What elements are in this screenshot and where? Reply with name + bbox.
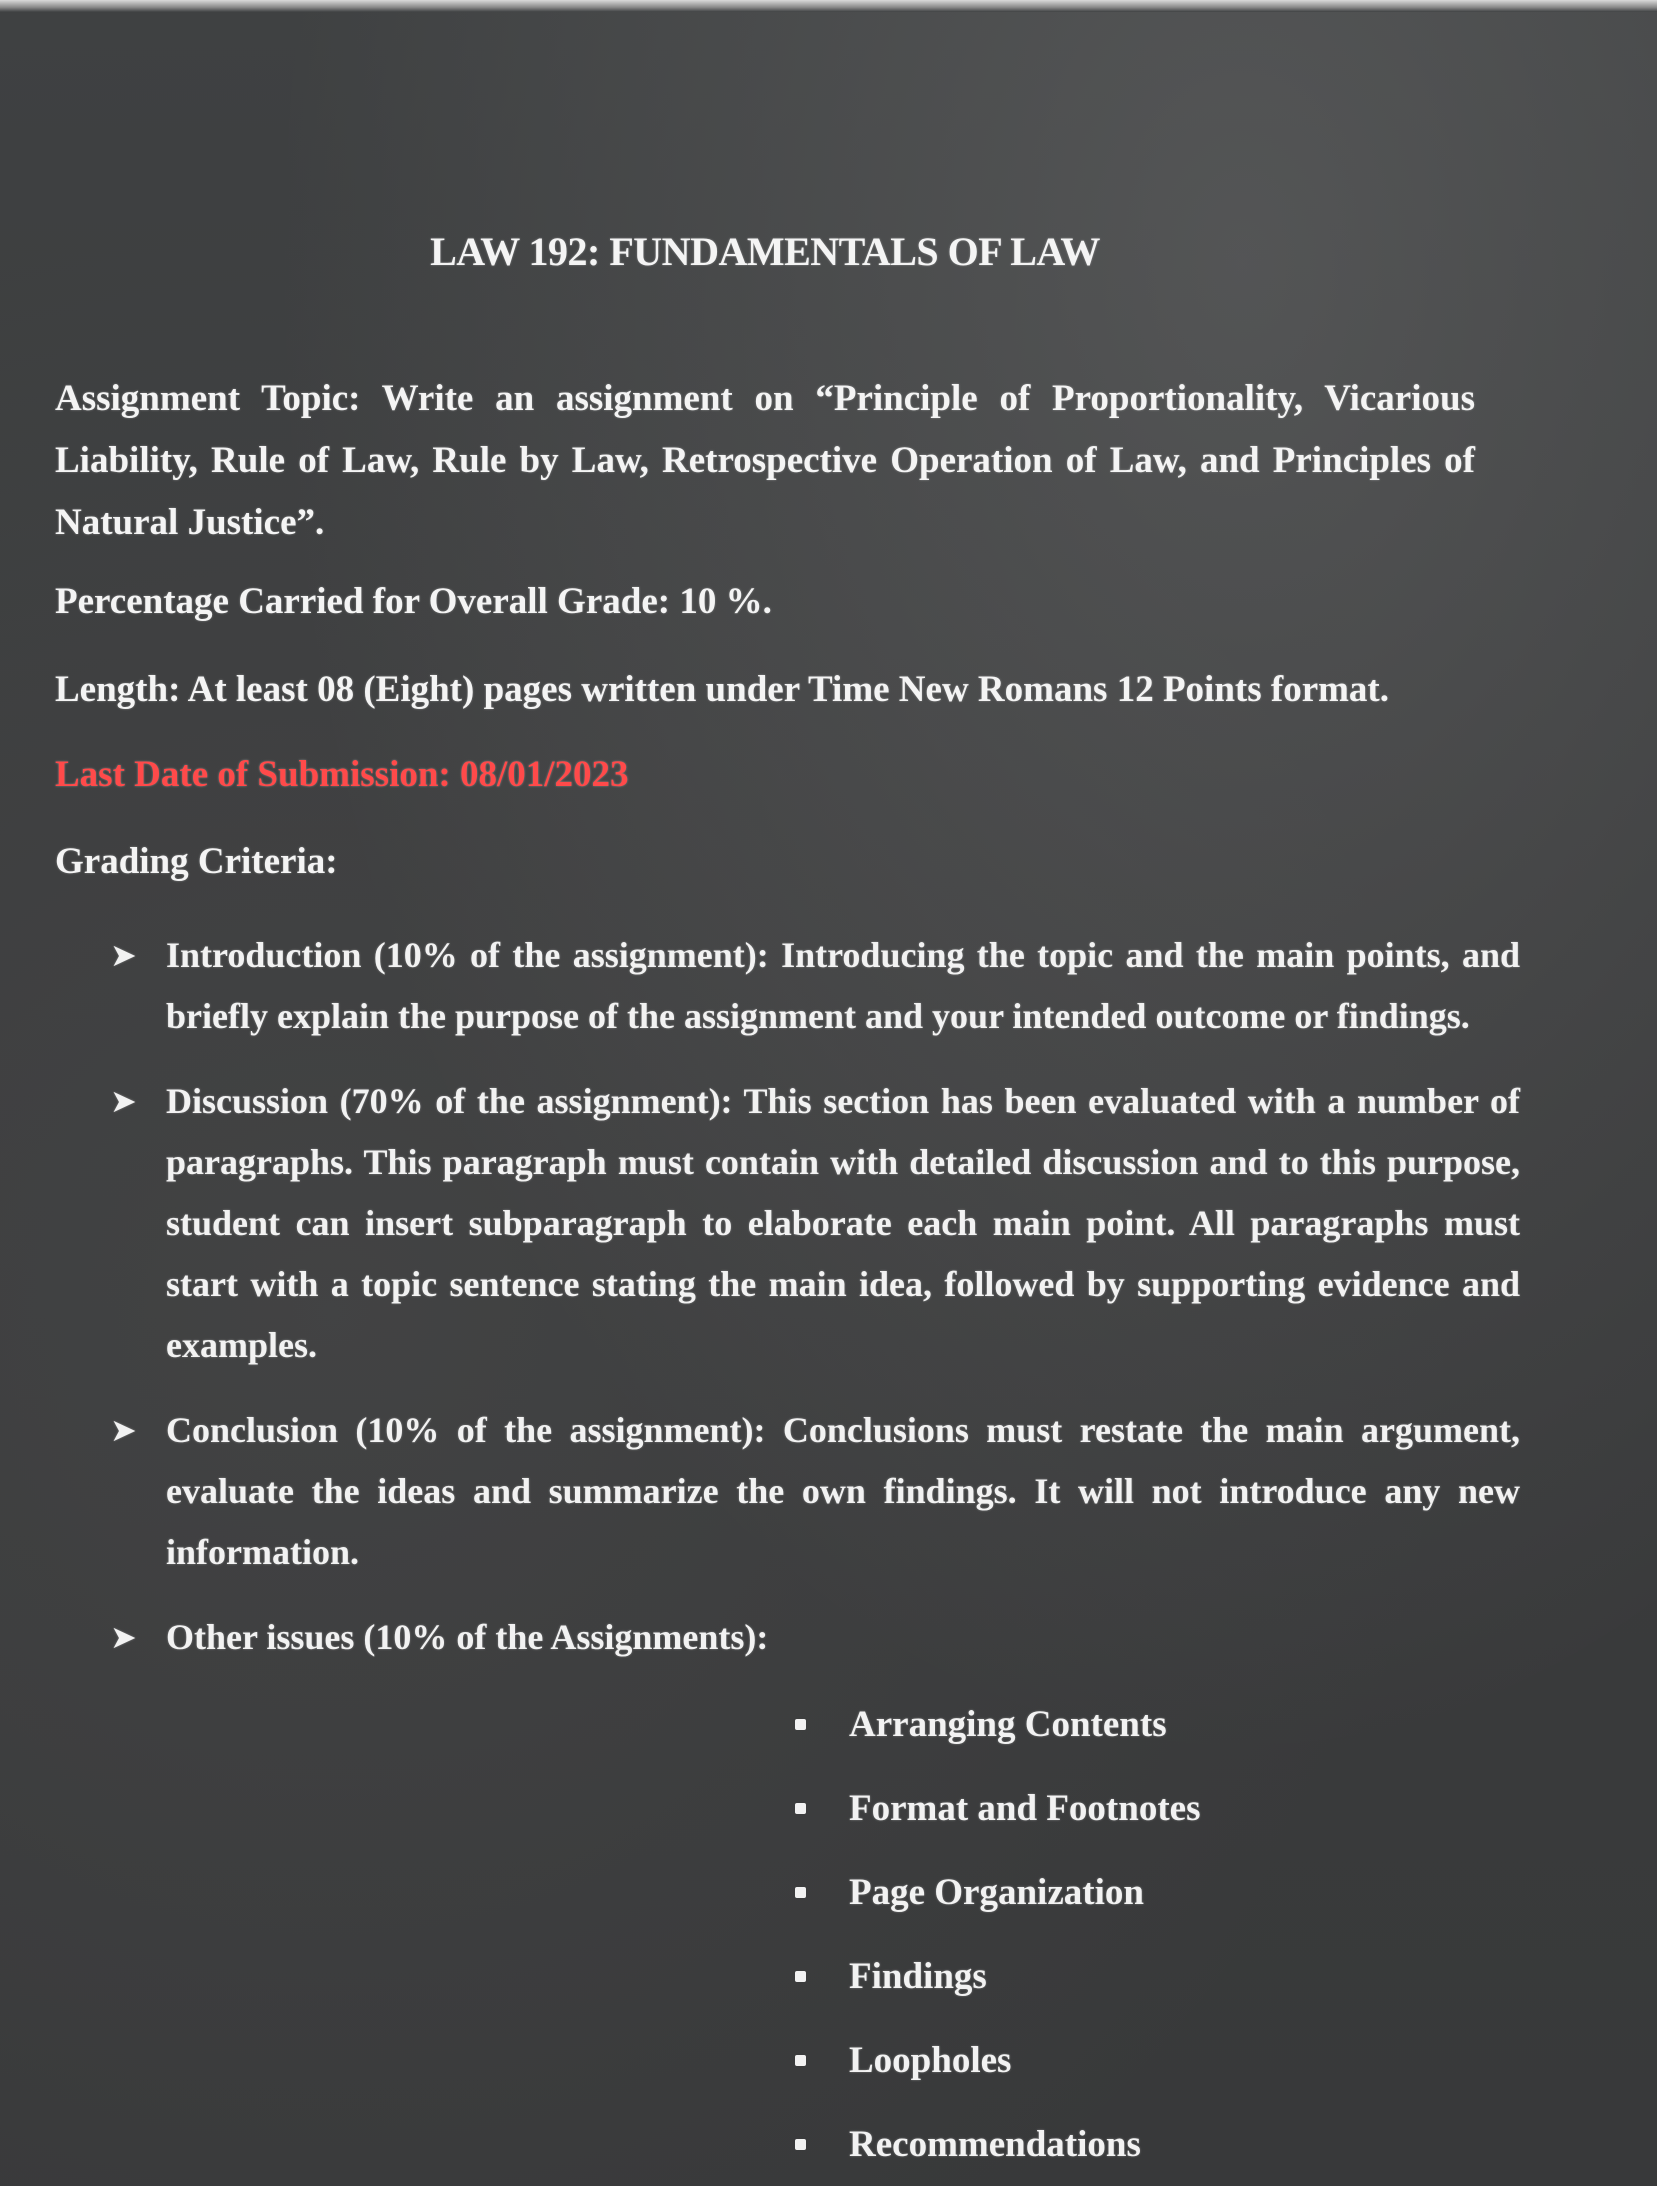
- list-item: [795, 2036, 1200, 2120]
- square-bullet-icon: [795, 1887, 806, 1898]
- list-item: [795, 1700, 1200, 1784]
- square-bullet-icon: [795, 1719, 806, 1730]
- monitor-bezel: [0, 0, 1657, 12]
- square-bullet-icon: [795, 2055, 806, 2066]
- square-bullet-icon: [795, 2139, 806, 2150]
- arrow-bullet-icon: ➤: [110, 1618, 137, 1656]
- submission-deadline: Last Date of Submission: 08/01/2023: [55, 754, 629, 795]
- criterion-text: Other issues (10% of the Assignments):: [166, 1617, 769, 1657]
- list-item-label: Findings: [849, 1956, 987, 1997]
- length-requirement: Length: At least 08 (Eight) pages written under Time New Romans 12 Points format.: [55, 669, 1390, 710]
- list-item-label: Page Organization: [849, 1872, 1144, 1913]
- criterion-text: Discussion (70% of the assignment): This section has been evaluated with a number of paragraphs. This paragraph must contain with detailed discussion and to this purpose, student can insert subparagraph to elaborate each main point. All paragraphs must start with a topic sentence stating the main idea, followed by supporting evidence and examples.: [166, 1081, 1520, 1365]
- document-title: LAW 192: FUNDAMENTALS OF LAW: [430, 229, 1100, 274]
- list-item-label: Format and Footnotes: [849, 1788, 1201, 1829]
- list-item-label: Arranging Contents: [849, 1704, 1167, 1745]
- arrow-bullet-icon: ➤: [110, 1411, 137, 1449]
- grading-criteria-list: [110, 925, 1520, 1692]
- grading-criteria-heading: Grading Criteria:: [55, 841, 338, 882]
- criterion-text: Introduction (10% of the assignment): Introducing the topic and the main points, and briefly explain the purpose of the assignment and your intended outcome or findings.: [166, 935, 1520, 1036]
- assignment-topic: Assignment Topic: Write an assignment on “Principle of Proportionality, Vicarious Liability, Rule of Law, Rule by Law, Retrospective Operation of Law, and Principles of Natural Justice”.: [55, 378, 1475, 543]
- list-item-label: Loopholes: [849, 2040, 1012, 2081]
- arrow-bullet-icon: ➤: [110, 936, 137, 974]
- criterion-conclusion: [110, 1400, 1520, 1583]
- criterion-introduction: [110, 925, 1520, 1047]
- list-item: [795, 1952, 1200, 2036]
- arrow-bullet-icon: ➤: [110, 1082, 137, 1120]
- other-issues-list: [795, 1700, 1200, 2186]
- criterion-other-issues: [110, 1607, 1520, 1668]
- list-item: [795, 1868, 1200, 1952]
- list-item: [795, 1784, 1200, 1868]
- criterion-discussion: [110, 1071, 1520, 1376]
- criterion-text: Conclusion (10% of the assignment): Conclusions must restate the main argument, evaluate the ideas and summarize the own findings. It will not introduce any new information.: [166, 1410, 1520, 1572]
- list-item-label: Recommendations: [849, 2124, 1141, 2165]
- list-item: [795, 2120, 1200, 2186]
- grade-percentage: Percentage Carried for Overall Grade: 10 %.: [55, 581, 772, 622]
- square-bullet-icon: [795, 1803, 806, 1814]
- square-bullet-icon: [795, 1971, 806, 1982]
